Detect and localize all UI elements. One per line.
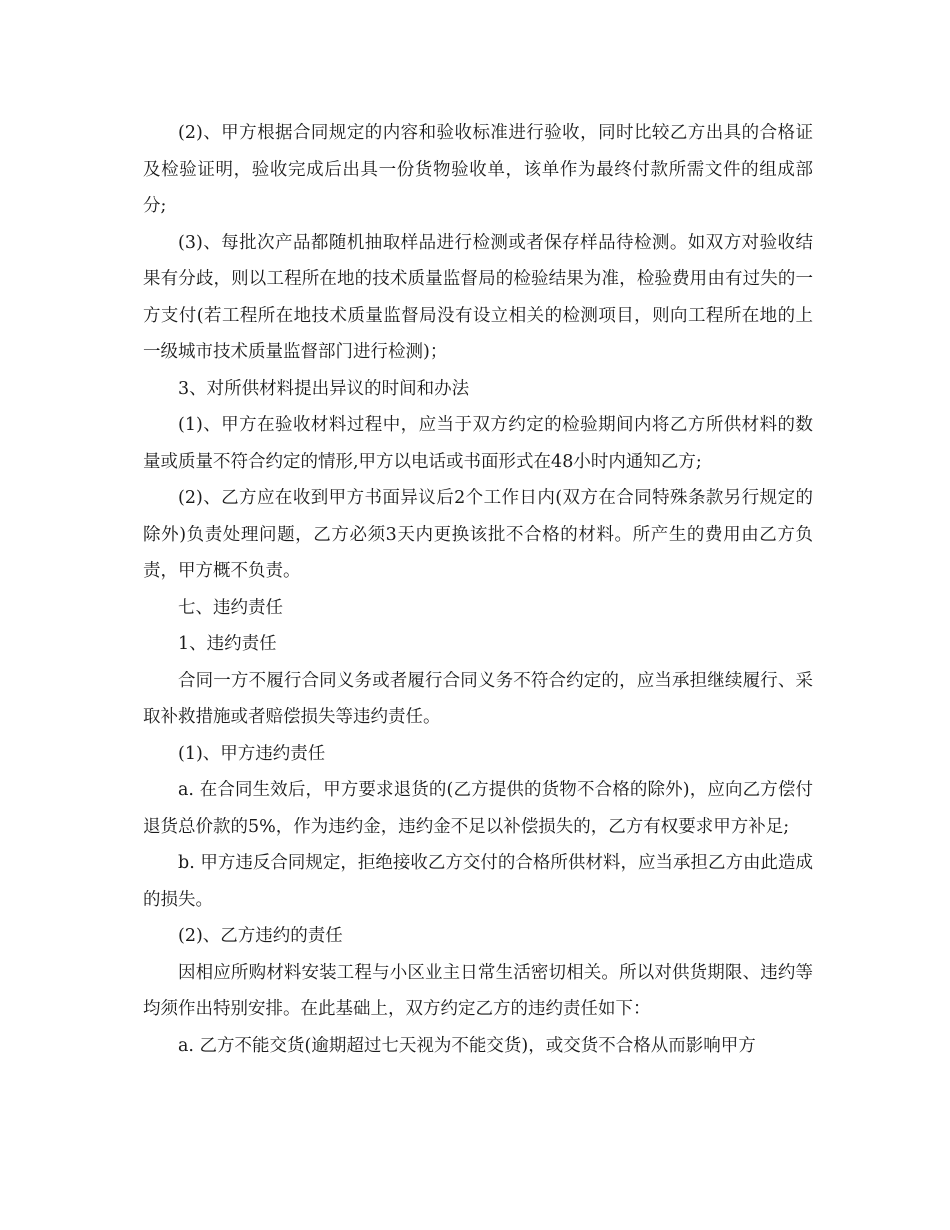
paragraph-acceptance-inspection: (2)、甲方根据合同规定的内容和验收标准进行验收，同时比较乙方出具的合格证及检验证明，验收完成后出具一份货物验收单，该单作为最终付款所需文件的组成部分; [143, 123, 813, 216]
paragraph-party-b-intro: 因相应所购材料安装工程与小区业主日常生活密切相关。所以对供货期限、违约等均须作出特别安排。在此基础上，双方约定乙方的违约责任如下： [143, 962, 813, 1019]
section-heading-liability: 七、违约责任 [178, 597, 283, 618]
document-body [143, 115, 813, 1064]
subheading-party-a-liability: (1)、甲方违约责任 [178, 743, 326, 764]
paragraph-party-a-item-b: b. 甲方违反合同规定，拒绝接收乙方交付的合格所供材料，应当承担乙方由此造成的损失。 [143, 853, 813, 910]
subheading-liability: 1、违约责任 [178, 634, 277, 654]
paragraph-objection-handling: (2)、乙方应在收到甲方书面异议后2个工作日内(双方在合同特殊条款另行规定的除外)负责处理问题，乙方必须3天内更换该批不合格的材料。所产生的费用由乙方负责，甲方概不负责。 [143, 488, 813, 581]
subheading-party-b-liability: (2)、乙方违约的责任 [178, 926, 343, 946]
paragraph-liability-general: 合同一方不履行合同义务或者履行合同义务不符合约定的，应当承担继续履行、采取补救措施或者赔偿损失等违约责任。 [143, 670, 813, 727]
heading-objection-procedure: 3、对所供材料提出异议的时间和办法 [178, 378, 470, 399]
paragraph-objection-notice: (1)、甲方在验收材料过程中，应当于双方约定的检验期间内将乙方所供材料的数量或质量不符合约定的情形,甲方以电话或书面形式在48小时内通知乙方; [143, 415, 813, 472]
paragraph-party-a-item-a: a. 在合同生效后，甲方要求退货的(乙方提供的货物不合格的除外)，应向乙方偿付退货总价款的5%，作为违约金，违约金不足以补偿损失的，乙方有权要求甲方补足; [143, 780, 813, 837]
paragraph-sampling-testing: (3)、每批次产品都随机抽取样品进行检测或者保存样品待检测。如双方对验收结果有分歧，则以工程所在地的技术质量监督局的检验结果为准，检验费用由有过失的一方支付(若工程所在地技术质量监督局没有设立相关的检测项目，则向工程所在地的上一级城市技术质量监督部门进行检测)； [143, 232, 813, 362]
paragraph-party-b-item-a: a. 乙方不能交货(逾期超过七天视为不能交货)，或交货不合格从而影响甲方 [178, 1035, 756, 1056]
